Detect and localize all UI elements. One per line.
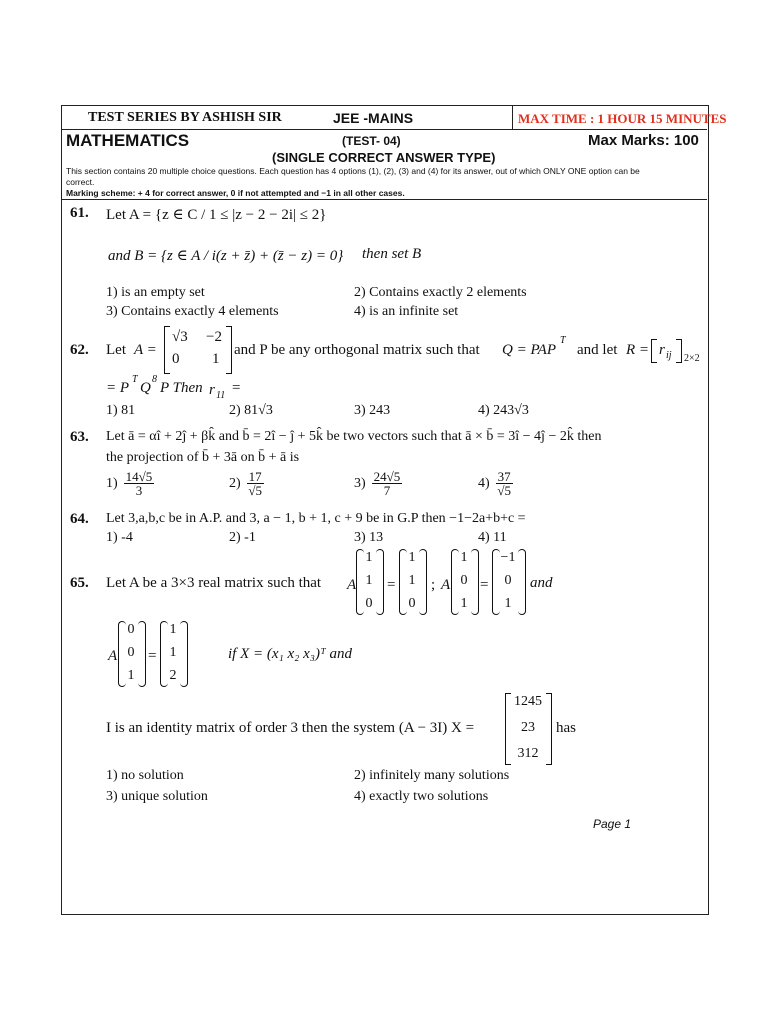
question-65-and: and — [530, 575, 553, 591]
vector-entry: 0 — [127, 622, 135, 637]
vector-entry: 312 — [517, 746, 539, 761]
question-61-option-2: 2) Contains exactly 2 elements — [354, 285, 527, 300]
vector-entry: 0 — [127, 645, 135, 660]
header-divider — [61, 129, 707, 130]
matrix-a-right-bracket — [226, 326, 232, 374]
vector-5 — [124, 622, 138, 684]
section-type: (SINGLE CORRECT ANSWER TYPE) — [272, 150, 496, 165]
vector-right-paren — [138, 621, 146, 687]
max-time: MAX TIME : 1 HOUR 15 MINUTES — [518, 111, 727, 126]
fraction — [124, 470, 155, 497]
question-62-q-def: Q = PAP — [502, 342, 557, 358]
option-label: 4) — [478, 475, 490, 491]
vector-entry: 1 — [169, 645, 177, 660]
vector-entry: 1 — [127, 668, 135, 683]
vector-entry: 1 — [408, 550, 416, 565]
vector-entry: 2 — [169, 668, 177, 683]
question-63-option-1 — [106, 470, 154, 497]
header-time-divider — [512, 105, 513, 129]
question-62-option-2: 2) 81√3 — [229, 403, 273, 418]
fraction — [247, 470, 264, 497]
matrix-a-cell-11: √3 — [172, 329, 188, 345]
vector-3 — [457, 550, 471, 612]
vector-entry: 0 — [460, 573, 468, 588]
option-label: 1) — [106, 475, 118, 491]
equals-sign: = — [480, 577, 489, 593]
question-63-line-2: the projection of b̄ + 3ā on b̄ + ā is — [106, 450, 300, 465]
question-65-number: 65. — [70, 575, 89, 591]
question-61-option-4: 4) is an infinite set — [354, 304, 459, 319]
denominator: 7 — [383, 483, 391, 498]
question-65-option-2: 2) infinitely many solutions — [354, 768, 510, 783]
page-number: Page 1 — [593, 817, 632, 831]
vector-entry: 0 — [408, 596, 416, 611]
question-62-option-1: 1) 81 — [106, 403, 136, 418]
vector-entry: 1 — [408, 573, 416, 588]
question-62-option-4: 4) 243√3 — [478, 403, 529, 418]
denominator: √5 — [248, 483, 262, 498]
question-62-equals: = — [232, 380, 241, 396]
question-61-option-3: 3) Contains exactly 4 elements — [106, 304, 279, 319]
question-64-option-2: 2) -1 — [229, 530, 256, 545]
subject-title: MATHEMATICS — [66, 131, 190, 150]
numerator: 37 — [497, 469, 511, 484]
option-label: 3) — [354, 475, 366, 491]
equals-sign: = — [387, 577, 396, 593]
fraction — [372, 470, 403, 497]
matrix-a-symbol-2: A — [441, 577, 451, 593]
fraction — [496, 470, 513, 497]
matrix-a-cell-12: −2 — [206, 329, 222, 345]
question-61-number: 61. — [70, 205, 89, 221]
rhs-right-bracket — [546, 693, 552, 765]
vector-entry: 1245 — [514, 694, 542, 709]
r-element: r — [659, 342, 665, 358]
test-series-title: TEST SERIES BY ASHISH SIR — [88, 110, 282, 125]
question-65-option-3: 3) unique solution — [106, 789, 208, 804]
vector-entry: 23 — [521, 720, 535, 735]
vector-entry: 1 — [365, 573, 373, 588]
question-62-let-r: and let — [577, 342, 618, 358]
vector-6 — [166, 622, 180, 684]
r-right-bracket — [676, 339, 682, 363]
r-size: 2×2 — [684, 353, 700, 364]
instructions-line-2: correct. — [66, 177, 95, 187]
vector-entry: −1 — [500, 550, 516, 565]
question-63-number: 63. — [70, 429, 89, 445]
r-left-bracket — [651, 339, 657, 363]
vector-right-paren — [419, 549, 427, 615]
question-62-number: 62. — [70, 342, 89, 358]
numerator: 17 — [248, 469, 262, 484]
question-65-has: has — [556, 720, 576, 736]
vector-entry: 1 — [460, 596, 468, 611]
matrix-a-symbol-3: A — [108, 648, 118, 664]
equals-sign: = — [148, 648, 157, 664]
question-64-option-4: 4) 11 — [478, 530, 507, 545]
semicolon: ; — [431, 577, 436, 593]
question-62-r-eq: R = — [626, 342, 650, 358]
question-65-line-3: I is an identity matrix of order 3 then the system (A − 3I) X = — [106, 720, 475, 736]
question-61-set-a: Let A = {z ∈ C / 1 ≤ |z − 2 − 2i| ≤ 2} — [106, 207, 327, 223]
vector-entry: 0 — [365, 596, 373, 611]
question-64-option-3: 3) 13 — [354, 530, 384, 545]
question-62-option-3: 3) 243 — [354, 403, 391, 418]
question-62-p-sup: T — [132, 374, 138, 385]
r-element-sub: ij — [666, 350, 672, 361]
vector-right-paren — [518, 549, 526, 615]
question-62-then: P Then — [160, 380, 203, 396]
question-65-x-definition: if X = (x₁ x₂ x₃)ᵀ and — [228, 646, 353, 662]
question-64-number: 64. — [70, 511, 89, 527]
exam-name: JEE -MAINS — [333, 110, 414, 126]
question-62-q-sup: 8 — [152, 374, 157, 385]
question-62-text: and P be any orthogonal matrix such that — [234, 342, 480, 358]
vector-entry: 0 — [504, 573, 512, 588]
question-62-q: Q — [140, 380, 151, 396]
question-63-option-4 — [478, 470, 513, 497]
vector-entry: 1 — [169, 622, 177, 637]
vector-entry: 1 — [460, 550, 468, 565]
numerator: 14√5 — [125, 469, 153, 484]
rhs-vector — [510, 694, 546, 762]
matrix-a-cell-21: 0 — [172, 351, 180, 367]
question-62-r11-sub: 11 — [216, 390, 226, 401]
question-62-a-eq: A = — [134, 342, 157, 358]
question-62-let: Let — [106, 342, 126, 358]
matrix-a-left-bracket — [164, 326, 170, 374]
instructions-line-1: This section contains 20 multiple choice questions. Each question has 4 options (1), (2), (3) and (4) for its answer, out of which ONLY ONE option can be — [66, 166, 640, 176]
max-marks: Max Marks: 100 — [588, 132, 699, 149]
denominator: 3 — [135, 483, 143, 498]
numerator: 24√5 — [373, 469, 401, 484]
question-62-p: = P — [106, 380, 130, 396]
question-61-option-1: 1) is an empty set — [106, 285, 205, 300]
question-62-transpose: T — [560, 335, 566, 346]
question-63-option-2 — [229, 470, 264, 497]
question-61-set-b: and B = {z ∈ A / i(z + z̄) + (z̄ − z) = 0} — [108, 248, 344, 264]
vector-2 — [405, 550, 419, 612]
question-64-line-1: Let 3,a,b,c be in A.P. and 3, a − 1, b + 1, c + 9 be in G.P then −1−2a+b+c = — [106, 511, 526, 526]
vector-right-paren — [376, 549, 384, 615]
instructions-divider — [61, 199, 707, 200]
question-63-line-1: Let ā = αî + 2ĵ + βk̂ and b̄ = 2î − ĵ + 5k̂ be two vectors such that ā × b̄ = 3î − 4ĵ − 2k̂ then — [106, 429, 602, 444]
vector-4 — [498, 550, 518, 612]
vector-entry: 1 — [365, 550, 373, 565]
question-65-option-4: 4) exactly two solutions — [354, 789, 489, 804]
question-65-option-1: 1) no solution — [106, 768, 184, 783]
vector-1 — [362, 550, 376, 612]
question-65-line-1: Let A be a 3×3 real matrix such that — [106, 575, 322, 591]
option-label: 2) — [229, 475, 241, 491]
question-64-option-1: 1) -4 — [106, 530, 133, 545]
question-62-r11: r — [209, 382, 215, 398]
vector-right-paren — [180, 621, 188, 687]
vector-right-paren — [471, 549, 479, 615]
vector-entry: 1 — [504, 596, 512, 611]
denominator: √5 — [497, 483, 511, 498]
marking-scheme: Marking scheme: + 4 for correct answer, 0 if not attempted and −1 in all other cases. — [66, 188, 405, 198]
matrix-a-cell-22: 1 — [212, 351, 220, 367]
question-63-option-3 — [354, 470, 402, 497]
test-number: (TEST- 04) — [342, 134, 401, 148]
matrix-a-symbol-1: A — [347, 577, 357, 593]
question-61-then: then set B — [362, 246, 422, 262]
